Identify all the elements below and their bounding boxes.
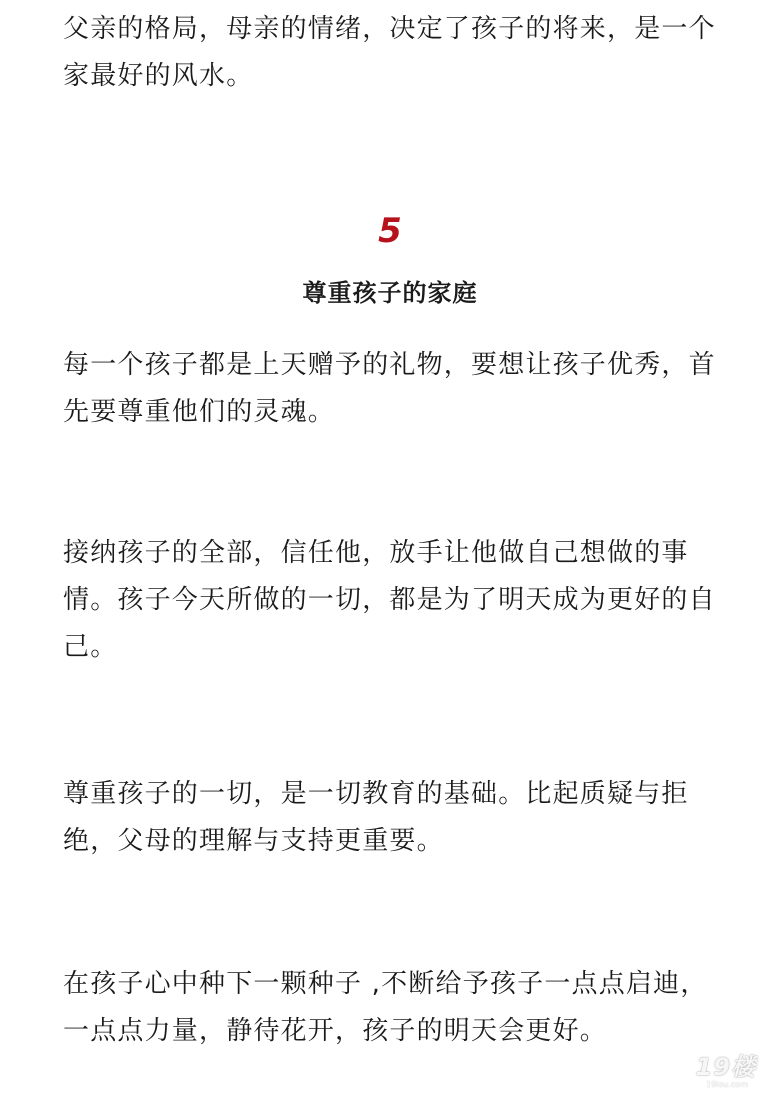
paragraph-accept-child: 接纳孩子的全部，信任他，放手让他做自己想做的事情。孩子今天所做的一切，都是为了明天成为更好的自己。 [63, 538, 716, 662]
watermark-sub-text: 19lou.com [706, 1080, 748, 1089]
paragraph-respect-souls: 每一个孩子都是上天赠予的礼物，要想让孩子优秀，首先要尊重他们的灵魂。 [63, 350, 716, 427]
section-number: 5 [378, 211, 402, 251]
paragraph-respect-foundation: 尊重孩子的一切，是一切教育的基础。比起质疑与拒绝，父母的理解与支持更重要。 [63, 779, 689, 856]
site-watermark-logo [686, 1054, 756, 1090]
section-title: 尊重孩子的家庭 [302, 279, 478, 307]
paragraph-plant-seed: 在孩子心中种下一颗种子 ,不断给予孩子一点点启迪，一点点力量，静待花开，孩子的明天会更好。 [63, 969, 708, 1046]
watermark-main-text: 19楼 [695, 1053, 756, 1081]
paragraph-parents-influence: 父亲的格局，母亲的情绪，决定了孩子的将来，是一个家最好的风水。 [63, 14, 716, 91]
